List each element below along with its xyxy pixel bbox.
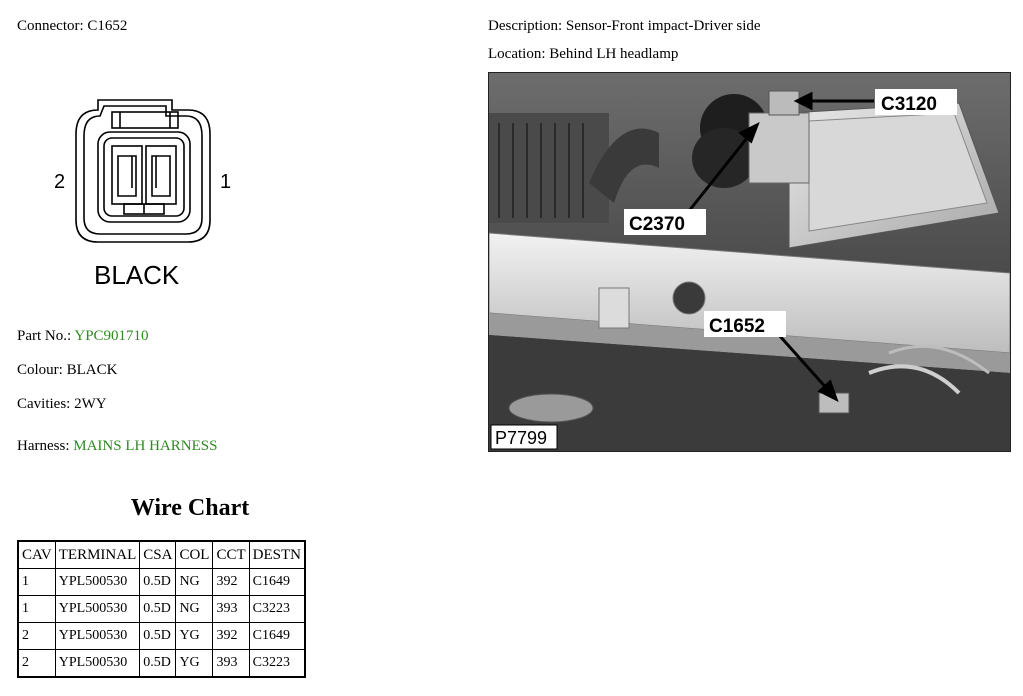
cell-destn: C1649 bbox=[249, 569, 305, 596]
header-csa: CSA bbox=[140, 541, 176, 569]
table-row bbox=[18, 596, 305, 623]
wire-chart-header-row bbox=[18, 541, 305, 569]
connector-face-diagram bbox=[40, 90, 250, 300]
cell-col: YG bbox=[176, 650, 213, 678]
header-terminal: TERMINAL bbox=[55, 541, 140, 569]
harness-line bbox=[17, 438, 217, 455]
cell-col: YG bbox=[176, 623, 213, 650]
header-cct: CCT bbox=[213, 541, 249, 569]
location-value: Behind LH headlamp bbox=[549, 46, 679, 62]
location-line bbox=[488, 46, 678, 63]
colour-line bbox=[17, 362, 117, 379]
cell-terminal: YPL500530 bbox=[55, 623, 140, 650]
cell-csa: 0.5D bbox=[140, 623, 176, 650]
cavities-label: Cavities: bbox=[17, 396, 71, 412]
table-row bbox=[18, 569, 305, 596]
cell-col: NG bbox=[176, 596, 213, 623]
table-row bbox=[18, 623, 305, 650]
location-photo-illustration bbox=[489, 73, 1010, 451]
cell-destn: C3223 bbox=[249, 596, 305, 623]
header-cav: CAV bbox=[18, 541, 55, 569]
cell-destn: C3223 bbox=[249, 650, 305, 678]
cell-cav: 2 bbox=[18, 650, 55, 678]
cavities-line bbox=[17, 396, 107, 413]
cell-col: NG bbox=[176, 569, 213, 596]
cell-cav: 1 bbox=[18, 569, 55, 596]
cell-cav: 2 bbox=[18, 623, 55, 650]
wire-chart-title: Wire Chart bbox=[130, 495, 250, 521]
wire-chart-table bbox=[17, 540, 306, 678]
table-row bbox=[18, 650, 305, 678]
description-value: Sensor-Front impact-Driver side bbox=[565, 18, 761, 34]
cell-csa: 0.5D bbox=[140, 569, 176, 596]
part-no-label: Part No.: bbox=[17, 328, 72, 344]
connector-value: C1652 bbox=[87, 18, 128, 34]
pin-1-label: 1 bbox=[220, 171, 232, 193]
pin-2-label: 2 bbox=[54, 171, 66, 193]
cell-cav: 1 bbox=[18, 596, 55, 623]
connector-color-label: BLACK bbox=[94, 260, 180, 290]
cell-destn: C1649 bbox=[249, 623, 305, 650]
cell-cct: 393 bbox=[213, 596, 249, 623]
cell-terminal: YPL500530 bbox=[55, 596, 140, 623]
location-photo bbox=[488, 72, 1011, 452]
figure-id-label: P7799 bbox=[495, 428, 548, 448]
cell-cct: 393 bbox=[213, 650, 249, 678]
part-no-value[interactable]: YPC901710 bbox=[74, 328, 149, 344]
location-label: Location: bbox=[488, 46, 546, 62]
cavities-value: 2WY bbox=[74, 396, 107, 412]
colour-label: Colour: bbox=[17, 362, 63, 378]
colour-value: BLACK bbox=[66, 362, 118, 378]
cell-csa: 0.5D bbox=[140, 650, 176, 678]
callout-c3120: C3120 bbox=[881, 94, 937, 115]
harness-value[interactable]: MAINS LH HARNESS bbox=[73, 438, 218, 454]
harness-label: Harness: bbox=[17, 438, 70, 454]
cell-csa: 0.5D bbox=[140, 596, 176, 623]
description-line bbox=[488, 18, 761, 35]
header-destn: DESTN bbox=[249, 541, 305, 569]
cell-cct: 392 bbox=[213, 623, 249, 650]
cell-terminal: YPL500530 bbox=[55, 569, 140, 596]
description-label: Description: bbox=[488, 18, 563, 34]
callout-c1652: C1652 bbox=[709, 316, 765, 337]
callout-c2370: C2370 bbox=[629, 214, 685, 235]
connector-label: Connector: bbox=[17, 18, 84, 34]
connector-line bbox=[17, 18, 127, 35]
cell-cct: 392 bbox=[213, 569, 249, 596]
part-no-line bbox=[17, 328, 149, 345]
cell-terminal: YPL500530 bbox=[55, 650, 140, 678]
header-col: COL bbox=[176, 541, 213, 569]
